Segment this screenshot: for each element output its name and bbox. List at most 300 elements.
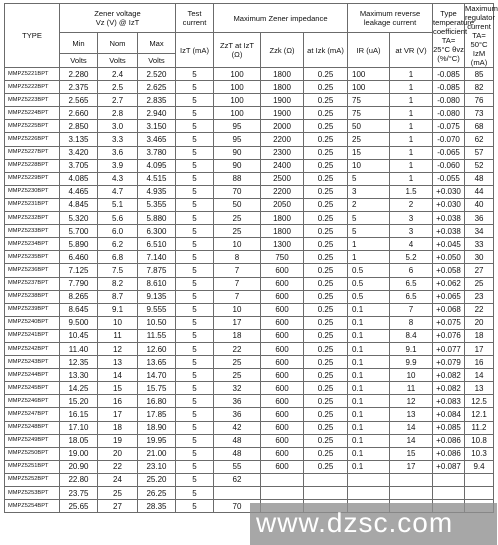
table-row	[5, 460, 494, 473]
cell-type: MMPZ5253BPT	[5, 487, 60, 500]
cell-temp-coeff: -0.055	[433, 172, 465, 185]
cell-izt: 5	[176, 447, 214, 460]
cell-zzk: 600	[261, 342, 304, 355]
header-at-izk: at Izk (mA)	[304, 33, 348, 68]
cell-type: MMPZ5225BPT	[5, 120, 60, 133]
cell-ir	[348, 487, 390, 500]
cell-izm: 10.8	[465, 434, 494, 447]
header-max: Max	[138, 33, 176, 54]
cell-ir: 0.1	[348, 421, 390, 434]
header-zzk: Zzk (Ω)	[261, 33, 304, 68]
cell-izt: 5	[176, 94, 214, 107]
cell-type: MMPZ5223BPT	[5, 94, 60, 107]
cell-izt: 5	[176, 238, 214, 251]
cell-zzk: 2500	[261, 172, 304, 185]
cell-izm: 48	[465, 172, 494, 185]
cell-vz-min: 14.25	[60, 382, 98, 395]
cell-zzk: 1900	[261, 107, 304, 120]
cell-zzt: 22	[214, 342, 261, 355]
table-row	[5, 120, 494, 133]
cell-vz-min: 18.05	[60, 434, 98, 447]
cell-ir: 3	[348, 185, 390, 198]
cell-zzk: 600	[261, 434, 304, 447]
cell-vz-nom: 18	[98, 421, 138, 434]
cell-zzt: 32	[214, 382, 261, 395]
cell-zzt: 88	[214, 172, 261, 185]
cell-zzk: 600	[261, 277, 304, 290]
cell-vr: 1	[390, 159, 433, 172]
cell-izt: 5	[176, 120, 214, 133]
cell-izm: 17	[465, 342, 494, 355]
cell-vz-max: 2.520	[138, 68, 176, 81]
cell-vz-max: 5.355	[138, 198, 176, 211]
cell-type: MMPZ5232BPT	[5, 212, 60, 225]
cell-vz-min: 8.265	[60, 290, 98, 303]
table-row	[5, 421, 494, 434]
cell-izm: 11.2	[465, 421, 494, 434]
cell-ir: 0.5	[348, 277, 390, 290]
cell-zzk: 1800	[261, 212, 304, 225]
spec-table-body	[5, 68, 494, 513]
cell-vz-min: 7.790	[60, 277, 98, 290]
cell-temp-coeff: -0.085	[433, 68, 465, 81]
cell-vz-max: 6.300	[138, 225, 176, 238]
cell-vz-max: 23.10	[138, 460, 176, 473]
cell-vz-min: 13.30	[60, 369, 98, 382]
cell-izk: 0.25	[304, 133, 348, 146]
cell-type: MMPZ5244BPT	[5, 369, 60, 382]
header-max-regulator-current	[465, 4, 498, 68]
cell-izm: 10.3	[465, 447, 494, 460]
table-row	[5, 264, 494, 277]
cell-vr: 12	[390, 395, 433, 408]
cell-zzk: 2300	[261, 146, 304, 159]
cell-izm: 34	[465, 225, 494, 238]
cell-vz-min: 11.40	[60, 342, 98, 355]
cell-izt: 5	[176, 172, 214, 185]
table-row	[5, 277, 494, 290]
cell-zzt: 48	[214, 434, 261, 447]
cell-izk: 0.25	[304, 408, 348, 421]
table-row	[5, 316, 494, 329]
cell-temp-coeff: -0.065	[433, 146, 465, 159]
cell-zzt: 17	[214, 316, 261, 329]
cell-vz-min: 2.375	[60, 81, 98, 94]
cell-ir: 0.1	[348, 369, 390, 382]
watermark-text: www.dzsc.com	[256, 507, 454, 538]
cell-type: MMPZ5224BPT	[5, 107, 60, 120]
cell-vz-nom: 13	[98, 356, 138, 369]
cell-zzt: 100	[214, 94, 261, 107]
cell-temp-coeff: +0.076	[433, 329, 465, 342]
cell-izt: 5	[176, 251, 214, 264]
cell-izk: 0.25	[304, 68, 348, 81]
cell-temp-coeff: +0.077	[433, 342, 465, 355]
cell-zzk: 2400	[261, 159, 304, 172]
cell-temp-coeff: +0.068	[433, 303, 465, 316]
cell-vr: 13	[390, 408, 433, 421]
cell-temp-coeff: +0.084	[433, 408, 465, 421]
cell-vz-nom: 24	[98, 473, 138, 486]
cell-vz-min: 17.10	[60, 421, 98, 434]
cell-izt: 5	[176, 369, 214, 382]
cell-vr: 7	[390, 303, 433, 316]
cell-type: MMPZ5248BPT	[5, 421, 60, 434]
cell-ir: 25	[348, 133, 390, 146]
cell-izt: 5	[176, 434, 214, 447]
table-row	[5, 487, 494, 500]
cell-izt: 5	[176, 198, 214, 211]
cell-vz-nom: 5.6	[98, 212, 138, 225]
table-row	[5, 68, 494, 81]
cell-ir: 0.1	[348, 329, 390, 342]
cell-vz-min: 2.565	[60, 94, 98, 107]
cell-temp-coeff: -0.080	[433, 94, 465, 107]
cell-vz-nom: 14	[98, 369, 138, 382]
cell-type: MMPZ5222BPT	[5, 81, 60, 94]
cell-izk: 0.25	[304, 120, 348, 133]
cell-vz-max: 3.465	[138, 133, 176, 146]
cell-zzk: 600	[261, 356, 304, 369]
table-row	[5, 369, 494, 382]
cell-vz-nom: 2.8	[98, 107, 138, 120]
cell-vz-min: 2.850	[60, 120, 98, 133]
cell-vz-max: 6.510	[138, 238, 176, 251]
watermark	[250, 503, 497, 545]
table-row	[5, 447, 494, 460]
cell-vz-max: 21.00	[138, 447, 176, 460]
cell-vz-max: 9.555	[138, 303, 176, 316]
header-volts-max: Volts	[138, 54, 176, 68]
cell-vz-nom: 9.1	[98, 303, 138, 316]
cell-vz-nom: 22	[98, 460, 138, 473]
cell-zzt: 42	[214, 421, 261, 434]
cell-vz-max: 4.515	[138, 172, 176, 185]
cell-zzk: 2000	[261, 120, 304, 133]
cell-zzt: 90	[214, 146, 261, 159]
cell-vz-min: 5.700	[60, 225, 98, 238]
cell-vz-max: 16.80	[138, 395, 176, 408]
cell-temp-coeff: +0.058	[433, 264, 465, 277]
cell-vz-nom: 3.6	[98, 146, 138, 159]
cell-vz-min: 3.135	[60, 133, 98, 146]
cell-temp-coeff: +0.086	[433, 434, 465, 447]
cell-zzk: 600	[261, 369, 304, 382]
cell-vr: 17	[390, 460, 433, 473]
cell-vz-max: 12.60	[138, 342, 176, 355]
cell-zzk: 2200	[261, 133, 304, 146]
cell-type: MMPZ5228BPT	[5, 159, 60, 172]
cell-izm: 18	[465, 329, 494, 342]
table-row	[5, 303, 494, 316]
cell-vz-min: 23.75	[60, 487, 98, 500]
cell-temp-coeff: +0.045	[433, 238, 465, 251]
table-row	[5, 225, 494, 238]
cell-izk: 0.25	[304, 447, 348, 460]
cell-temp-coeff: +0.050	[433, 251, 465, 264]
cell-izm: 76	[465, 94, 494, 107]
cell-type: MMPZ5238BPT	[5, 290, 60, 303]
cell-ir: 75	[348, 107, 390, 120]
cell-temp-coeff: +0.082	[433, 382, 465, 395]
cell-zzk: 600	[261, 460, 304, 473]
cell-izk	[304, 487, 348, 500]
cell-vr: 1	[390, 133, 433, 146]
cell-zzt: 36	[214, 408, 261, 421]
cell-izm: 40	[465, 198, 494, 211]
cell-vz-max: 11.55	[138, 329, 176, 342]
cell-ir: 10	[348, 159, 390, 172]
cell-zzt: 18	[214, 329, 261, 342]
cell-vr: 9.1	[390, 342, 433, 355]
cell-izm: 36	[465, 212, 494, 225]
cell-ir: 0.1	[348, 316, 390, 329]
cell-zzk: 1800	[261, 81, 304, 94]
cell-ir: 50	[348, 120, 390, 133]
cell-izm: 82	[465, 81, 494, 94]
cell-type: MMPZ5229BPT	[5, 172, 60, 185]
cell-zzt: 55	[214, 460, 261, 473]
cell-vr: 1	[390, 94, 433, 107]
cell-izk	[304, 473, 348, 486]
cell-izm	[465, 487, 494, 500]
header-at-vr: at VR (V)	[390, 33, 433, 68]
cell-vz-max: 10.50	[138, 316, 176, 329]
cell-vz-max: 19.95	[138, 434, 176, 447]
cell-izk: 0.25	[304, 460, 348, 473]
cell-vr	[390, 473, 433, 486]
table-row	[5, 81, 494, 94]
header-nom: Nom	[98, 33, 138, 54]
header-max-reverse-leakage: Maximum reverse leakage current	[348, 4, 433, 33]
cell-zzk: 2050	[261, 198, 304, 211]
table-row	[5, 473, 494, 486]
cell-vz-min: 4.465	[60, 185, 98, 198]
table-row	[5, 94, 494, 107]
cell-temp-coeff: +0.038	[433, 212, 465, 225]
cell-vz-nom: 6.0	[98, 225, 138, 238]
cell-vz-min: 16.15	[60, 408, 98, 421]
cell-vz-max: 13.65	[138, 356, 176, 369]
cell-izt: 5	[176, 277, 214, 290]
cell-zzk: 600	[261, 264, 304, 277]
cell-vr: 14	[390, 434, 433, 447]
cell-type: MMPZ5221BPT	[5, 68, 60, 81]
cell-temp-coeff: +0.079	[433, 356, 465, 369]
cell-vz-nom: 5.1	[98, 198, 138, 211]
cell-vz-max: 3.780	[138, 146, 176, 159]
table-row	[5, 395, 494, 408]
cell-ir: 0.1	[348, 342, 390, 355]
cell-izk: 0.25	[304, 198, 348, 211]
cell-ir: 5	[348, 212, 390, 225]
cell-vr: 1	[390, 107, 433, 120]
cell-vz-min: 4.085	[60, 172, 98, 185]
table-row	[5, 159, 494, 172]
cell-izm: 30	[465, 251, 494, 264]
cell-izk: 0.25	[304, 277, 348, 290]
cell-izt: 5	[176, 185, 214, 198]
cell-type: MMPZ5243BPT	[5, 356, 60, 369]
cell-temp-coeff: -0.075	[433, 120, 465, 133]
cell-vz-min: 22.80	[60, 473, 98, 486]
cell-izk: 0.25	[304, 146, 348, 159]
cell-zzt: 70	[214, 185, 261, 198]
cell-ir: 0.1	[348, 395, 390, 408]
cell-izk: 0.25	[304, 382, 348, 395]
header-max-zener-impedance: Maximum Zener impedance	[214, 4, 348, 33]
cell-izk: 0.25	[304, 94, 348, 107]
cell-type: MMPZ5233BPT	[5, 225, 60, 238]
cell-izt: 5	[176, 356, 214, 369]
cell-izm: 57	[465, 146, 494, 159]
cell-zzk: 600	[261, 395, 304, 408]
header-type: TYPE	[5, 4, 60, 68]
cell-izt: 5	[176, 316, 214, 329]
cell-zzk	[261, 473, 304, 486]
cell-ir: 75	[348, 94, 390, 107]
cell-zzk	[261, 487, 304, 500]
table-row	[5, 212, 494, 225]
cell-vr: 1	[390, 120, 433, 133]
cell-vr: 14	[390, 421, 433, 434]
zener-voltage-sub: Vz (V) @ IzT	[95, 18, 140, 27]
cell-zzk: 2200	[261, 185, 304, 198]
cell-izm: 44	[465, 185, 494, 198]
cell-vz-min: 3.420	[60, 146, 98, 159]
cell-zzk: 600	[261, 316, 304, 329]
cell-zzt: 50	[214, 198, 261, 211]
cell-izt: 5	[176, 107, 214, 120]
cell-izt: 5	[176, 264, 214, 277]
cell-izt: 5	[176, 500, 214, 513]
cell-izm	[465, 473, 494, 486]
cell-vr: 5.2	[390, 251, 433, 264]
cell-temp-coeff: -0.060	[433, 159, 465, 172]
cell-vr: 15	[390, 447, 433, 460]
cell-vr: 6.5	[390, 277, 433, 290]
cell-izt: 5	[176, 68, 214, 81]
cell-ir: 0.5	[348, 264, 390, 277]
cell-type: MMPZ5246BPT	[5, 395, 60, 408]
cell-ir: 2	[348, 198, 390, 211]
cell-izk: 0.25	[304, 342, 348, 355]
header-type-temp-coeff	[433, 4, 474, 68]
zener-spec-table	[4, 3, 498, 513]
cell-zzt: 90	[214, 159, 261, 172]
cell-temp-coeff: +0.087	[433, 460, 465, 473]
table-row	[5, 408, 494, 421]
cell-izk: 0.25	[304, 303, 348, 316]
cell-vz-min: 2.280	[60, 68, 98, 81]
cell-vz-nom: 3.3	[98, 133, 138, 146]
cell-izk: 0.25	[304, 81, 348, 94]
cell-vz-nom: 4.3	[98, 172, 138, 185]
table-row	[5, 146, 494, 159]
cell-vz-min: 7.125	[60, 264, 98, 277]
cell-type: MMPZ5230BPT	[5, 185, 60, 198]
cell-izt: 5	[176, 408, 214, 421]
cell-vz-min: 12.35	[60, 356, 98, 369]
cell-izt: 5	[176, 421, 214, 434]
cell-izt: 5	[176, 133, 214, 146]
cell-temp-coeff: +0.083	[433, 395, 465, 408]
cell-vz-max: 18.90	[138, 421, 176, 434]
cell-zzk: 600	[261, 290, 304, 303]
table-row	[5, 290, 494, 303]
cell-vz-nom: 27	[98, 500, 138, 513]
cell-zzk: 600	[261, 303, 304, 316]
cell-izt: 5	[176, 146, 214, 159]
cell-zzt	[214, 487, 261, 500]
cell-zzt: 95	[214, 120, 261, 133]
cell-izt: 5	[176, 159, 214, 172]
cell-vz-min: 15.20	[60, 395, 98, 408]
cell-vz-max: 4.095	[138, 159, 176, 172]
cell-vz-min: 25.65	[60, 500, 98, 513]
cell-zzk: 600	[261, 382, 304, 395]
cell-zzt: 48	[214, 447, 261, 460]
cell-type: MMPZ5237BPT	[5, 277, 60, 290]
cell-izk: 0.25	[304, 238, 348, 251]
cell-zzt: 100	[214, 81, 261, 94]
cell-temp-coeff: -0.070	[433, 133, 465, 146]
cell-vz-max: 15.75	[138, 382, 176, 395]
cell-zzt: 95	[214, 133, 261, 146]
cell-zzt: 7	[214, 277, 261, 290]
table-row	[5, 251, 494, 264]
cell-vz-nom: 20	[98, 447, 138, 460]
cell-izm: 14	[465, 369, 494, 382]
cell-izk: 0.25	[304, 395, 348, 408]
cell-vr: 8	[390, 316, 433, 329]
cell-vz-nom: 25	[98, 487, 138, 500]
cell-izm: 16	[465, 356, 494, 369]
cell-izk: 0.25	[304, 107, 348, 120]
cell-zzt: 7	[214, 290, 261, 303]
cell-izk: 0.25	[304, 172, 348, 185]
regulator-current-sub: TA= 50°C IzM (mA)	[470, 31, 488, 67]
table-row	[5, 342, 494, 355]
table-row	[5, 198, 494, 211]
cell-zzt: 8	[214, 251, 261, 264]
cell-type: MMPZ5250BPT	[5, 447, 60, 460]
table-row	[5, 238, 494, 251]
cell-izk: 0.25	[304, 185, 348, 198]
cell-zzk: 600	[261, 329, 304, 342]
cell-izk: 0.25	[304, 356, 348, 369]
cell-zzt: 25	[214, 225, 261, 238]
cell-temp-coeff: +0.038	[433, 225, 465, 238]
cell-izm: 20	[465, 316, 494, 329]
cell-zzk: 1300	[261, 238, 304, 251]
cell-temp-coeff: +0.030	[433, 185, 465, 198]
cell-type: MMPZ5227BPT	[5, 146, 60, 159]
cell-type: MMPZ5234BPT	[5, 238, 60, 251]
cell-izm: 33	[465, 238, 494, 251]
cell-temp-coeff: +0.030	[433, 198, 465, 211]
cell-zzt: 100	[214, 68, 261, 81]
cell-zzk: 1800	[261, 225, 304, 238]
cell-type: MMPZ5252BPT	[5, 473, 60, 486]
cell-vz-min: 6.460	[60, 251, 98, 264]
cell-izt: 5	[176, 329, 214, 342]
cell-zzt: 25	[214, 212, 261, 225]
table-row	[5, 107, 494, 120]
cell-zzk: 600	[261, 447, 304, 460]
cell-vz-nom: 2.4	[98, 68, 138, 81]
cell-ir: 0.1	[348, 434, 390, 447]
